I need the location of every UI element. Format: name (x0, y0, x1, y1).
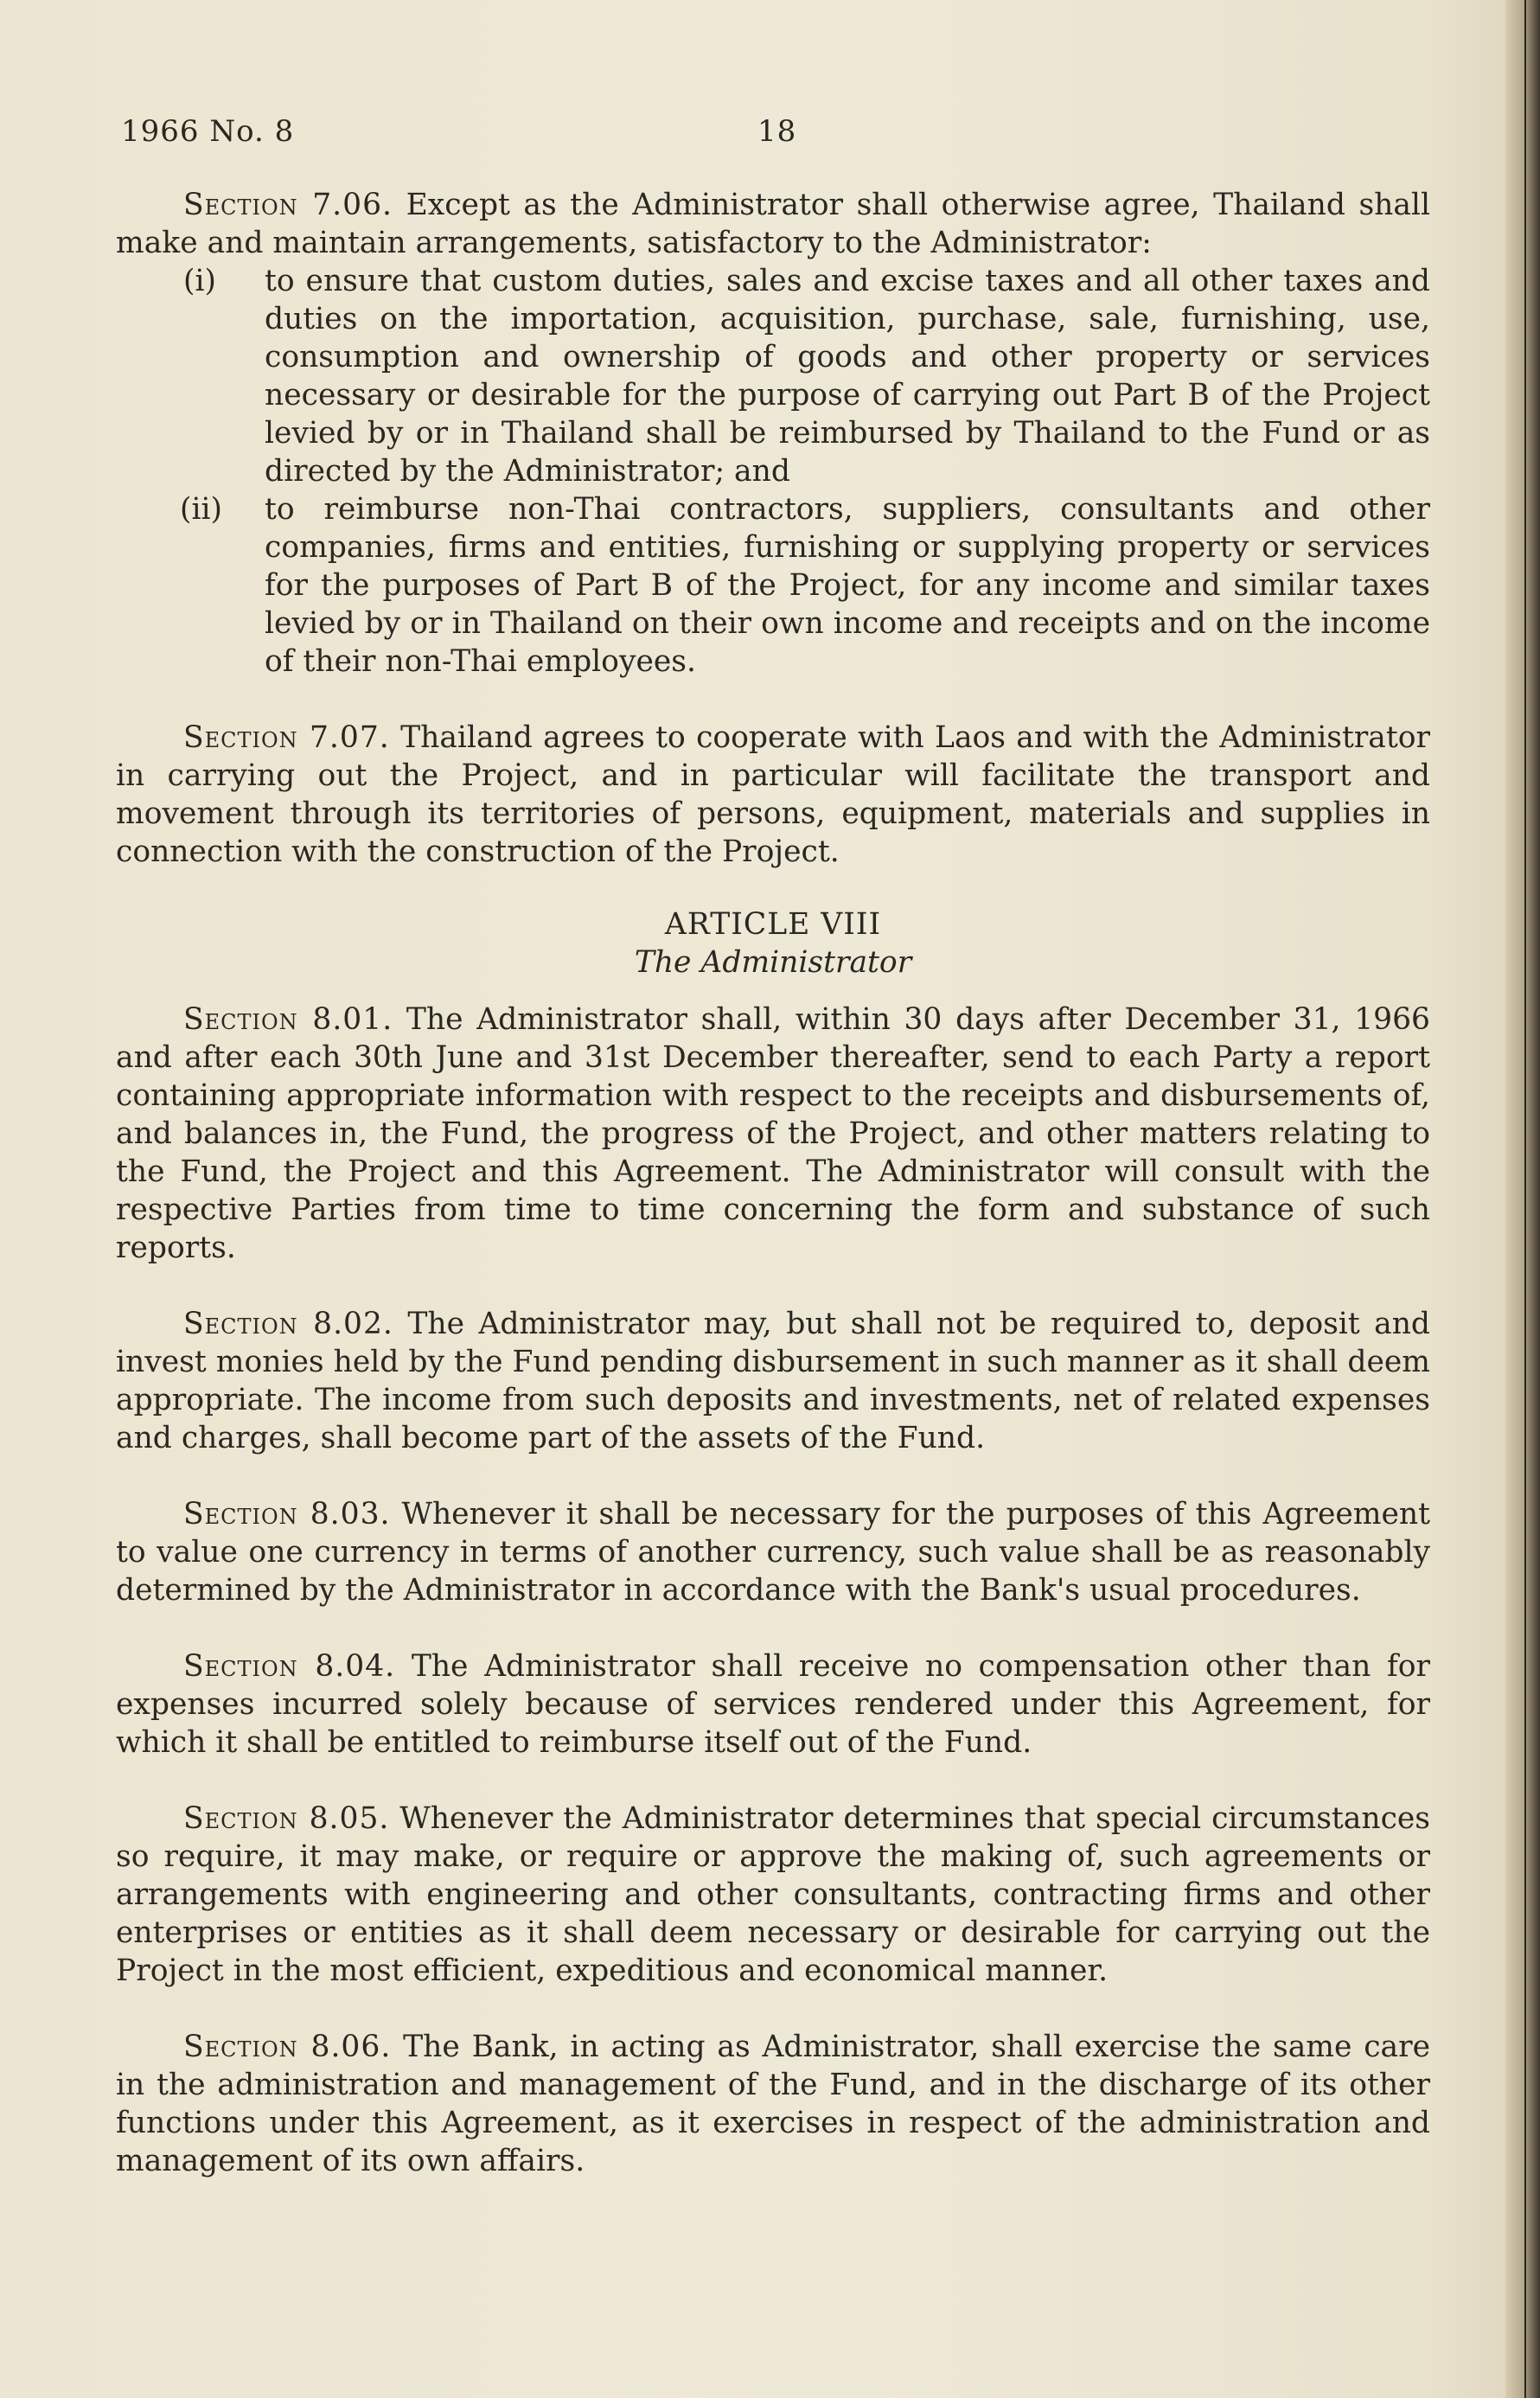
section-paragraph (116, 719, 1430, 871)
page-header (121, 114, 1418, 157)
section-8-05 (116, 1800, 1430, 1990)
section-label: Section 8.01. (183, 1002, 393, 1037)
article-heading: ARTICLE VIII (664, 907, 882, 942)
document-body (116, 186, 1430, 2218)
section-8-03 (116, 1495, 1430, 1609)
section-text: Whenever the Administrator determines that special circumstances so require, it may make, or require or approve the making of, such agreements or arrangements with engineering and other consultants, contracting firms and other enterprises or entities as it shall deem necessary or desirable for carrying out the Project in the most efficient, expeditious and economical manner. (116, 1801, 1431, 1988)
section-label: Section 8.05. (183, 1801, 390, 1836)
section-8-06 (116, 2028, 1430, 2180)
page-binding-edge (1505, 0, 1540, 2398)
section-text: The Administrator shall, within 30 days after December 31, 1966 and after each 30th June and 31st December thereafter, send to each Party a report containing appropriate information with respect to the receipts and disbursements of, and balances in, the Fund, the progress of the Project, and other matters relating to the Fund, the Project and this Agreement. The Administrator will consult with the respective Parties from time to time concerning the form and substance of such reports. (116, 1002, 1431, 1265)
article-subheading: The Administrator (634, 945, 912, 980)
section-label: Section 8.02. (183, 1307, 393, 1341)
section-text: Except as the Administrator shall otherwise agree, Thailand shall make and maintain arrangements, satisfactory to the Administrator: (116, 188, 1430, 260)
section-7-06 (116, 186, 1430, 262)
list-item (116, 490, 1430, 681)
document-reference: 1966 No. 8 (121, 114, 295, 149)
list-item-number: (ii) (180, 492, 222, 527)
section-label: Section 8.03. (183, 1497, 391, 1532)
list-item (116, 262, 1430, 490)
section-paragraph (116, 1647, 1430, 1762)
section-paragraph (116, 1800, 1430, 1990)
section-paragraph (116, 1305, 1430, 1457)
section-paragraph (116, 1001, 1430, 1267)
section-8-02 (116, 1305, 1430, 1457)
section-7-07 (116, 719, 1430, 871)
list-items (116, 262, 1430, 681)
section-text: The Administrator may, but shall not be required to, deposit and invest monies held by the Fund pending disbursement in such manner as it shall deem appropriate. The income from such deposits and investments, net of related expenses and charges, shall become part of the assets of the Fund. (116, 1307, 1430, 1455)
section-label: Section 7.06. (183, 188, 393, 222)
list-item-number: (i) (183, 264, 216, 298)
section-label: Section 7.07. (183, 720, 390, 755)
section-paragraph (116, 186, 1430, 262)
section-text: The Bank, in acting as Administrator, shall exercise the same care in the administration and management of the Fund, and in the discharge of its other functions under this Agreement, as it exercises in respect of the administration and management of its own affairs. (116, 2030, 1431, 2178)
list-item-text: to ensure that custom duties, sales and excise taxes and all other taxes and duties on the importation, acquisition, purchase, sale, furnishing, use, consumption and ownership of goods and other property or services necessary or desirable for the purpose of carrying out Part B of the Project levied by or in Thailand shall be reimbursed by Thailand to the Fund or as directed by the Administrator; and (265, 264, 1430, 489)
list-item-text: to reimburse non-Thai contractors, suppliers, consultants and other companies, firms and entities, furnishing or supplying property or services for the purposes of Part B of the Project, for any income and similar taxes levied by or in Thailand on their own income and receipts and on the income of their non-Thai employees. (265, 492, 1430, 679)
section-text: The Administrator shall receive no compensation other than for expenses incurred solely because of services rendered under this Agreement, for which it shall be entitled to reimburse itself out of the Fund. (116, 1649, 1431, 1760)
section-8-04 (116, 1647, 1430, 1762)
section-paragraph (116, 2028, 1430, 2180)
section-text: Whenever it shall be necessary for the purposes of this Agreement to value one currency in terms of another currency, such value shall be as reasonably determined by the Administrator in accordance with the Bank's usual procedures. (116, 1497, 1430, 1608)
section-paragraph (116, 1495, 1430, 1609)
binding-shadow-line (1524, 0, 1526, 2398)
page-number: 18 (757, 114, 797, 149)
section-label: Section 8.04. (183, 1649, 396, 1684)
section-text: Thailand agrees to cooperate with Laos and with the Administrator in carrying out the Project, and in particular will facilitate the transport and movement through its territories of persons, equipment, materials and supplies in connection with the construction of the Project. (116, 720, 1430, 869)
section-8-01 (116, 1001, 1430, 1267)
section-label: Section 8.06. (183, 2030, 392, 2064)
